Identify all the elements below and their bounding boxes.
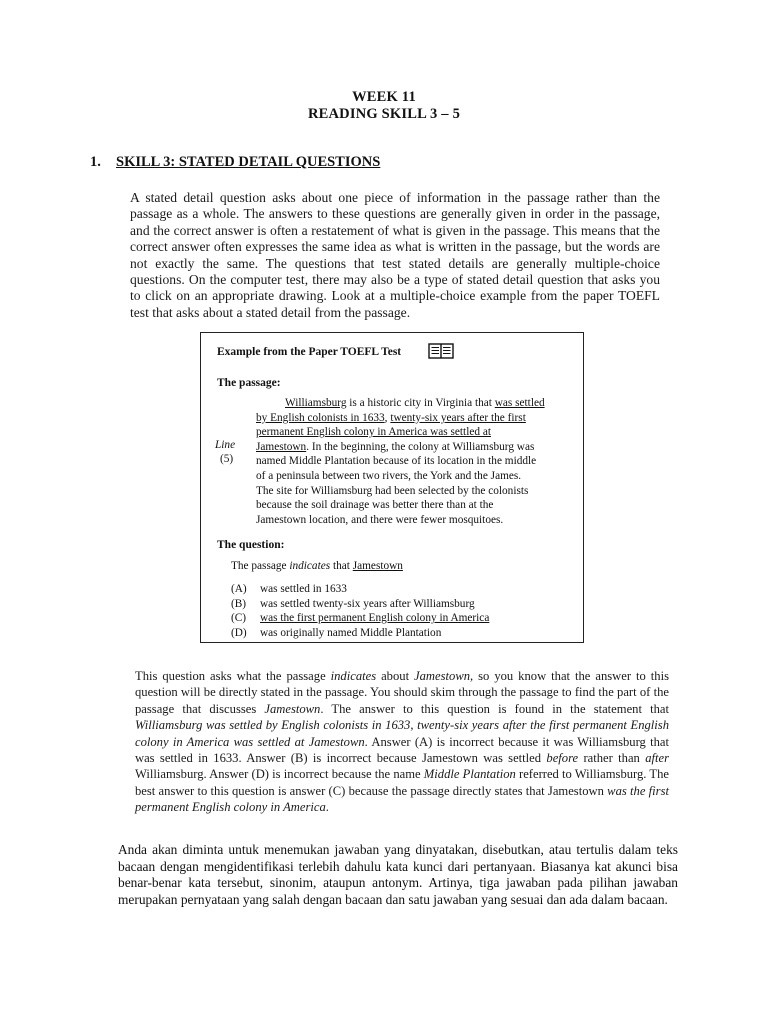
passage-underlined-text: Williamsburg	[285, 397, 347, 409]
option-letter: (D)	[231, 626, 247, 639]
explanation-emphasis: Williamsburg was settled by English colonists in 1633, twenty-six years after the first permanent English colony in America was settled at Jamestown	[135, 718, 669, 749]
passage-line	[285, 396, 545, 410]
explanation-emphasis: after	[645, 751, 669, 766]
passage-underlined-text: permanent English colony in America was settled at	[256, 426, 491, 439]
passage-text: is a historic city in Virginia that	[346, 397, 495, 409]
question-keyword: Jamestown	[352, 560, 403, 572]
explanation-paragraph	[135, 668, 669, 816]
question-text	[231, 560, 403, 572]
passage-text: . In the beginning, the colony at Williamsburg was	[306, 440, 535, 453]
page-subtitle: READING SKILL 3 – 5	[307, 106, 461, 122]
explanation-emphasis: before	[546, 751, 579, 766]
explanation-text: . The answer to this question is found in the statement that	[320, 701, 669, 716]
passage-line	[256, 411, 526, 425]
line-number: (5)	[220, 453, 234, 465]
explanation-text: . Answer (A) is incorrect because it was Williamsburg that was settled in 1633. Answer (B) is incorrect because Jamestown was settled	[135, 734, 669, 766]
passage-text: Jamestown location, and there were fewer mosquitoes.	[256, 513, 504, 526]
explanation-text: rather than	[578, 751, 646, 766]
passage-line	[256, 469, 521, 483]
explanation-text: This question asks what the passage	[135, 669, 331, 683]
explanation-text: Williamsburg. Answer (D) is incorrect because the name	[135, 767, 424, 782]
section-number: 1.	[90, 154, 101, 170]
line-marker: Line	[215, 439, 236, 451]
option-letter: (A)	[231, 583, 247, 595]
explanation-emphasis: Middle Plantation	[423, 767, 516, 782]
section-title: SKILL 3: STATED DETAIL QUESTIONS	[116, 154, 381, 170]
example-box	[200, 332, 584, 643]
answer-option	[231, 627, 441, 639]
passage-line	[256, 513, 503, 527]
question-pre: The passage	[231, 560, 290, 572]
passage-text: ,	[384, 411, 391, 424]
explanation-emphasis: Jamestown,	[414, 669, 474, 683]
passage-underlined-text: Jamestown	[256, 440, 307, 453]
answer-option	[231, 598, 475, 610]
option-text: was the first permanent English colony in America	[260, 612, 490, 624]
answer-option	[231, 583, 347, 595]
explanation-text: so you know that the answer to this question will be directly stated in the passage. You should skim through the passage to find the part of the passage that discusses	[135, 669, 669, 716]
explanation-emphasis: was the first permanent English colony in America	[135, 783, 669, 815]
explanation-text: about	[376, 669, 415, 683]
option-letter: (C)	[231, 612, 247, 624]
section-heading	[90, 154, 380, 171]
passage-text: because the soil drainage was better there than at the	[256, 499, 494, 512]
option-letter: (B)	[231, 597, 247, 610]
explanation-text: referred to Williamsburg. The best answer to this question is answer (C) because the passage directly states that Jamestown	[135, 767, 669, 798]
passage-underlined-text: was settled	[494, 397, 545, 409]
answer-option	[231, 612, 489, 624]
passage-line	[256, 425, 491, 439]
passage-text: The site for Williamsburg had been selected by the colonists	[256, 484, 529, 497]
question-emphasis: indicates	[289, 560, 331, 572]
passage-underlined-text: twenty-six years after the first	[390, 411, 526, 424]
indonesian-paragraph: Anda akan diminta untuk menemukan jawaban yang dinyatakan, disebutkan, atau tertulis dalam teks bacaan dengan mengidentifikasi terlebih dahulu kata kunci dari pertanyaan. Biasanya kat akunci bisa benar-benar kata tersebut, sinonim, ataupun antonym. Artinya, tiga jawaban pada pilihan jawaban merupakan pernyataan yang salah dengan bacaan dan satu jawaban yang sesuai dan ada dalam bacaan.	[118, 842, 678, 907]
passage-line	[256, 484, 528, 498]
page-title: WEEK 11	[352, 89, 416, 105]
question-mid: that	[330, 560, 353, 572]
passage-line	[256, 440, 534, 454]
explanation-text: .	[325, 800, 329, 815]
passage-line	[256, 454, 536, 468]
explanation-emphasis: indicates	[330, 669, 377, 683]
passage-label: The passage:	[217, 377, 281, 389]
option-text: was originally named Middle Plantation	[260, 626, 442, 639]
question-label: The question:	[217, 539, 285, 551]
option-text: was settled in 1633	[260, 583, 347, 595]
option-text: was settled twenty-six years after Williamsburg	[260, 597, 475, 610]
passage-text: named Middle Plantation because of its location in the middle	[256, 455, 537, 468]
passage-line	[256, 498, 493, 512]
explanation-emphasis: Jamestown	[264, 701, 321, 716]
passage-underlined-text: by English colonists in 1633	[256, 411, 385, 424]
intro-paragraph: A stated detail question asks about one piece of information in the passage rather than the passage as a whole. The answers to these questions are generally given in order in the passage, and the correct answer is often a restatement of what is given in the passage. This means that the correct answer often expresses the same idea as what is written in the passage, but the words are not exactly the same. The questions that test stated details are generally multiple-choice questions. On the computer test, there may also be a type of stated detail question that asks you to click on an appropriate drawing. Look at a multiple-choice example from the paper TOEFL test that asks about a stated detail from the passage.	[130, 190, 660, 320]
book-icon	[428, 343, 454, 359]
passage-text: of a peninsula between two rivers, the York and the James.	[256, 470, 522, 482]
example-heading: Example from the Paper TOEFL Test	[217, 346, 402, 358]
